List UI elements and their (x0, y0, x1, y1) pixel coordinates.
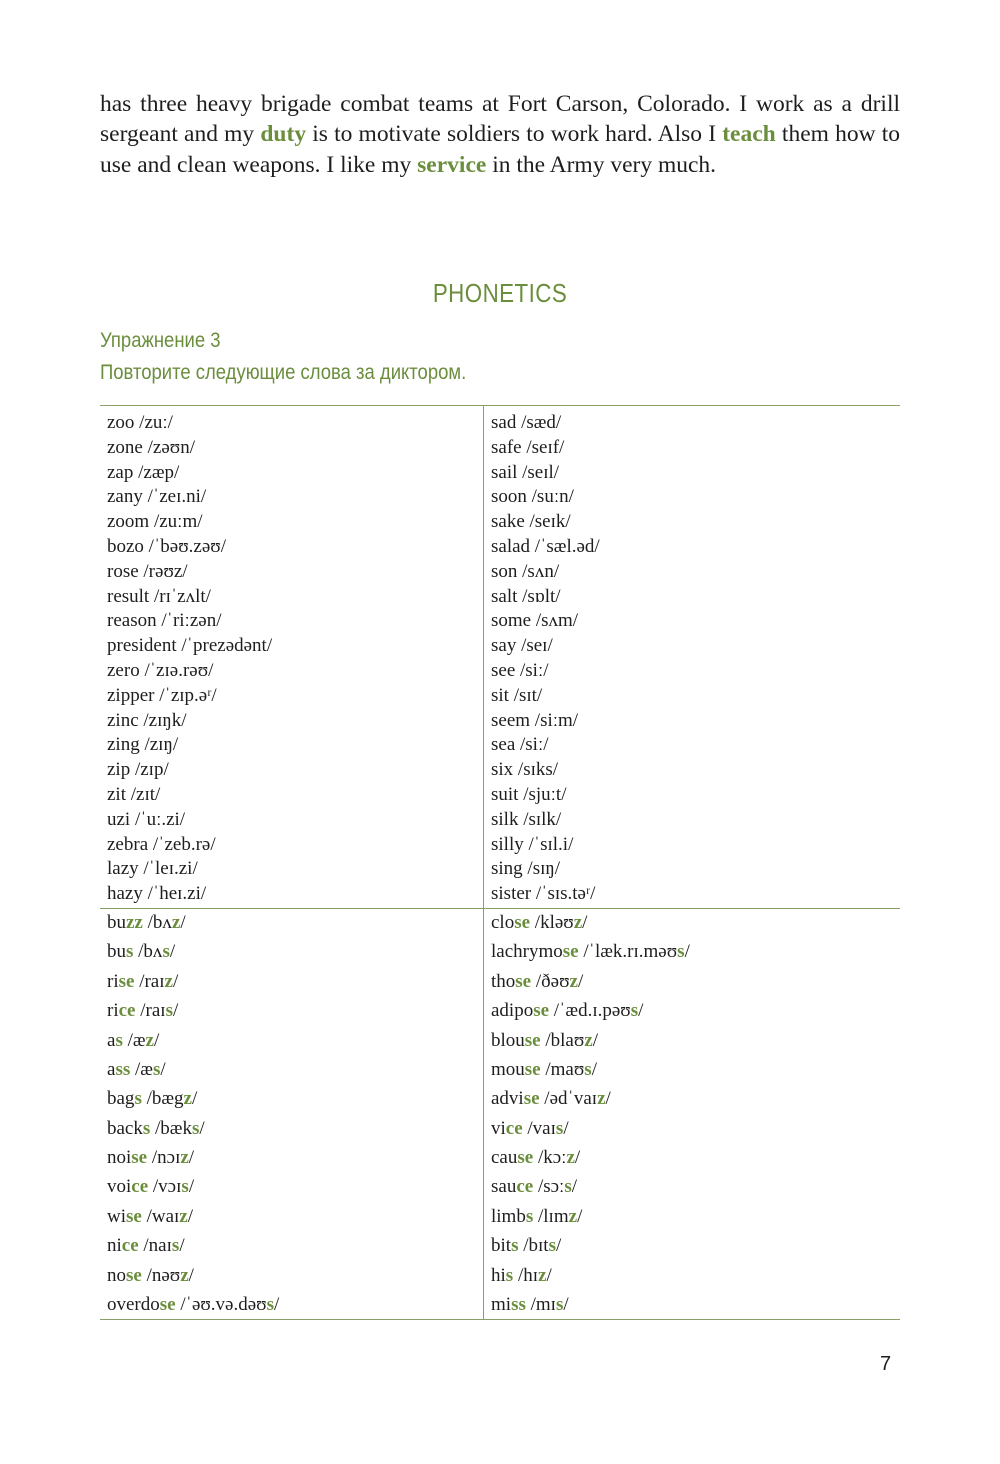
word-segment: voi (107, 1176, 132, 1198)
intro-text-2: is to motivate soldiers to work hard. Also I (306, 121, 723, 148)
highlighted-ending: s (162, 941, 170, 963)
word-segment: /hɪ (513, 1264, 538, 1286)
section-heading: PHONETICS (432, 278, 568, 308)
word-segment: / (684, 941, 690, 963)
highlighted-ending: z (183, 1088, 192, 1110)
word-entry: bozo /ˈbəʊ.zəʊ/ (107, 535, 226, 557)
highlighted-ending: ce (121, 1235, 139, 1257)
word-entry: zip /zɪp/ (107, 759, 169, 781)
highlighted-ending: s (584, 1058, 592, 1080)
word-entry (107, 908, 483, 937)
word-segment: /raɪ (134, 970, 165, 992)
endings-left-column (100, 908, 484, 1319)
keyword-service: service (417, 151, 487, 178)
word-entry: zebra /ˈzeb.rə/ (107, 833, 216, 855)
highlighted-ending: s (134, 1088, 142, 1110)
word-segment: overdo (107, 1294, 160, 1316)
word-entry (491, 1172, 900, 1201)
highlighted-ending: se (562, 941, 579, 963)
highlighted-ending: se (515, 970, 532, 992)
word-entry: zone /zəʊn/ (107, 436, 195, 458)
highlighted-ending: z (597, 1088, 606, 1110)
word-segment: blou (491, 1029, 525, 1051)
word-segment: wi (107, 1205, 126, 1227)
exercise-instruction: Повторите следующие слова за диктором. (100, 361, 467, 384)
word-segment: vi (491, 1117, 506, 1139)
word-entry: president /ˈprezədənt/ (107, 635, 273, 657)
word-segment: / (577, 1205, 583, 1227)
word-entry: zit /zɪt/ (107, 783, 161, 805)
word-entry: lazy /ˈleɪ.zi/ (107, 858, 198, 880)
word-entry (107, 1261, 483, 1290)
highlighted-ending: se (126, 1205, 142, 1227)
word-group-endings (100, 908, 900, 1319)
word-entry: sail /seɪl/ (491, 461, 560, 483)
word-segment: mou (491, 1058, 525, 1080)
group-separator-rule (100, 908, 900, 909)
word-segment: /bʌ (133, 941, 163, 963)
word-segment: /nəʊ (141, 1264, 181, 1286)
highlighted-ending: s (152, 1058, 161, 1080)
highlighted-ending: ce (131, 1176, 149, 1198)
word-segment: bag (107, 1088, 135, 1110)
highlighted-ending: se (118, 970, 135, 992)
word-entry: son /sʌn/ (491, 560, 560, 582)
word-segment: / (605, 1088, 611, 1110)
highlighted-ending: zz (126, 911, 143, 933)
word-segment: bit (491, 1235, 512, 1257)
word-segment: ni (107, 1235, 122, 1257)
keyword-teach: teach (722, 121, 776, 148)
word-segment: / (188, 1147, 195, 1169)
word-segment: noi (107, 1147, 132, 1169)
word-segment: tho (491, 970, 516, 992)
highlighted-ending: se (514, 911, 531, 933)
word-segment: a (107, 1029, 116, 1051)
word-segment: / (563, 1117, 569, 1139)
word-segment: /ˈəʊ.və.dəʊ (175, 1294, 267, 1316)
word-group-z-s (100, 405, 900, 908)
page-number: 7 (880, 1353, 892, 1375)
word-segment: sau (491, 1176, 517, 1198)
word-segment: /vaɪ (522, 1117, 556, 1139)
highlighted-ending: s (630, 1000, 639, 1022)
highlighted-ending: z (538, 1264, 547, 1286)
word-segment: clo (491, 911, 515, 933)
word-entry: sing /sɪŋ/ (491, 858, 561, 880)
z-words-column (100, 405, 484, 908)
word-entry (491, 1143, 900, 1172)
highlighted-ending: z (145, 1029, 154, 1051)
word-segment: /nɔɪ (147, 1147, 181, 1169)
word-segment: / (191, 1088, 198, 1110)
word-segment: /bæk (150, 1117, 192, 1139)
intro-text-4: in the Army very much. (486, 151, 717, 178)
word-entry (491, 1055, 900, 1084)
word-segment: /naɪ (138, 1235, 172, 1257)
highlighted-ending: z (566, 1147, 575, 1169)
word-segment: bu (107, 911, 126, 933)
word-segment: / (199, 1117, 205, 1139)
word-table (100, 405, 900, 1319)
word-entry (491, 996, 900, 1025)
highlighted-ending: z (164, 970, 173, 992)
intro-text-1: has three heavy brigade combat teams at Fort Carson, Colorado. I work as a drill sergeant and my (100, 91, 900, 148)
word-segment: / (571, 1176, 578, 1198)
highlighted-ending: se (524, 1058, 541, 1080)
highlighted-ending: s (165, 1000, 173, 1022)
word-entry (107, 1084, 483, 1113)
word-segment: /æ (130, 1058, 153, 1080)
word-segment: mi (491, 1294, 512, 1316)
word-entry: zero /ˈzɪə.rəʊ/ (107, 659, 214, 681)
word-entry: silly /ˈsɪl.i/ (491, 833, 574, 855)
exercise-title: Упражнение 3 (100, 329, 221, 352)
word-segment: /kɔː (533, 1147, 567, 1169)
word-segment: /ˈæd.ɪ.pəʊ (549, 1000, 631, 1022)
word-entry: six /sɪks/ (491, 759, 559, 781)
word-segment: /raɪ (135, 1000, 166, 1022)
highlighted-ending: s (142, 1117, 151, 1139)
word-entry (491, 1231, 900, 1260)
highlighted-ending: ce (516, 1176, 534, 1198)
highlighted-ending: se (517, 1147, 534, 1169)
highlighted-ending: se (533, 1000, 550, 1022)
word-entry (107, 1026, 483, 1055)
word-segment: /mɪ (525, 1294, 556, 1316)
word-entry: zap /zæp/ (107, 461, 180, 483)
highlighted-ending: s (564, 1176, 572, 1198)
word-entry: suit /sjuːt/ (491, 783, 567, 805)
word-segment: /lɪm (533, 1205, 569, 1227)
word-segment: / (638, 1000, 644, 1022)
word-segment: / (591, 1058, 597, 1080)
endings-right-column (484, 908, 901, 1319)
word-entry (491, 1026, 900, 1055)
word-segment: /bæg (141, 1088, 184, 1110)
word-segment: hi (491, 1264, 506, 1286)
word-entry: zinc /zɪŋk/ (107, 709, 187, 731)
word-entry: sit /sɪt/ (491, 684, 543, 706)
word-segment: /ˈlæk.rɪ.məʊ (578, 941, 678, 963)
word-segment: /bɪt (518, 1235, 549, 1257)
word-entry: zing /zɪŋ/ (107, 734, 179, 756)
highlighted-ending: z (573, 911, 583, 933)
word-segment: /ədˈvaɪ (539, 1088, 598, 1110)
word-segment: back (107, 1117, 143, 1139)
word-segment: adipo (491, 1000, 534, 1022)
word-entry: safe /seɪf/ (491, 436, 565, 458)
word-entry: silk /sɪlk/ (491, 808, 562, 830)
highlighted-ending: se (523, 1088, 540, 1110)
word-segment: / (169, 941, 176, 963)
word-entry (491, 937, 900, 966)
highlighted-ending: ce (118, 1000, 136, 1022)
word-segment: / (188, 1264, 194, 1286)
highlighted-ending: s (525, 1205, 534, 1227)
highlighted-ending: z (179, 1205, 188, 1227)
word-entry (107, 996, 483, 1025)
word-entry: seem /siːm/ (491, 709, 579, 731)
word-entry (491, 967, 900, 996)
intro-paragraph (100, 89, 900, 180)
word-segment: a (107, 1058, 116, 1080)
highlighted-ending: ss (511, 1294, 526, 1316)
word-segment: /æ (122, 1029, 146, 1051)
word-segment: lachrymo (491, 941, 563, 963)
word-segment: /blaʊ (540, 1029, 585, 1051)
word-segment: / (172, 970, 179, 992)
highlighted-ending: se (159, 1294, 176, 1316)
word-entry (491, 1202, 900, 1231)
word-entry (107, 1202, 483, 1231)
word-entry (491, 908, 900, 937)
word-segment: /kləʊ (530, 911, 574, 933)
word-entry (107, 1231, 483, 1260)
word-entry: zipper /ˈzɪp.əʳ/ (107, 684, 217, 706)
keyword-duty: duty (260, 121, 307, 148)
word-entry (107, 1290, 483, 1319)
highlighted-ending: z (180, 1264, 189, 1286)
word-segment: / (274, 1294, 280, 1316)
word-segment: cau (491, 1147, 518, 1169)
highlighted-ending: s (191, 1117, 200, 1139)
word-entry: soon /suːn/ (491, 486, 574, 508)
highlighted-ending: z (171, 911, 181, 933)
word-entry: sea /siː/ (491, 734, 549, 756)
word-segment: / (574, 1147, 581, 1169)
highlighted-ending: s (126, 941, 134, 963)
word-entry (107, 1172, 483, 1201)
highlighted-ending: z (568, 1205, 578, 1227)
highlighted-ending: z (569, 970, 578, 992)
word-entry: some /sʌm/ (491, 610, 579, 632)
word-segment: / (179, 1235, 185, 1257)
word-entry (107, 1055, 483, 1084)
highlighted-ending: s (181, 1176, 189, 1198)
word-entry: hazy /ˈheɪ.zi/ (107, 883, 207, 905)
word-segment: bu (107, 941, 126, 963)
word-segment: ri (107, 970, 119, 992)
highlighted-ending: s (505, 1264, 514, 1286)
highlighted-ending: s (115, 1029, 123, 1051)
word-segment: ri (107, 1000, 119, 1022)
word-entry (107, 937, 483, 966)
word-entry: say /seɪ/ (491, 635, 553, 657)
highlighted-ending: se (126, 1264, 142, 1286)
word-segment: / (555, 1235, 562, 1257)
word-segment: /bʌ (142, 911, 172, 933)
word-entry (491, 1290, 900, 1319)
word-segment: / (188, 1176, 195, 1198)
word-segment: / (546, 1264, 552, 1286)
highlighted-ending: s (555, 1117, 564, 1139)
word-entry (107, 1114, 483, 1143)
word-segment: / (180, 911, 186, 933)
word-segment: / (172, 1000, 179, 1022)
table-bottom-rule (100, 1319, 900, 1320)
word-entry: zoo /zuː/ (107, 412, 173, 433)
word-entry: see /siː/ (491, 659, 549, 681)
word-entry: reason /ˈriːzən/ (107, 610, 222, 632)
word-segment: /ðəʊ (531, 970, 570, 992)
highlighted-ending: s (266, 1294, 275, 1316)
word-segment: /sɔː (533, 1176, 565, 1198)
highlighted-ending: z (584, 1029, 593, 1051)
word-entry (107, 967, 483, 996)
word-entry: rose /rəʊz/ (107, 560, 188, 582)
word-entry (491, 1114, 900, 1143)
intro-text-3: them how to use and clean weapons. I like my (100, 121, 901, 178)
word-entry: uzi /ˈuː.zi/ (107, 808, 186, 830)
word-segment: / (577, 970, 584, 992)
word-segment: no (107, 1264, 126, 1286)
word-entry: salt /sɒlt/ (491, 585, 561, 607)
s-words-column (484, 405, 901, 908)
word-segment: advi (491, 1088, 524, 1110)
word-segment: /maʊ (540, 1058, 585, 1080)
highlighted-ending: s (511, 1235, 519, 1257)
word-entry: sister /ˈsɪs.təʳ/ (491, 883, 596, 905)
highlighted-ending: se (524, 1029, 541, 1051)
highlighted-ending: ce (505, 1117, 523, 1139)
highlighted-ending: se (131, 1147, 148, 1169)
word-segment: / (187, 1205, 194, 1227)
word-entry (491, 1084, 900, 1113)
highlighted-ending: s (548, 1235, 556, 1257)
word-entry (107, 1143, 483, 1172)
word-entry: sad /sæd/ (491, 412, 562, 433)
word-segment: / (563, 1294, 569, 1316)
word-segment: / (153, 1029, 160, 1051)
highlighted-ending: z (180, 1147, 189, 1169)
word-segment: / (592, 1029, 598, 1051)
word-entry: zoom /zuːm/ (107, 511, 203, 533)
word-entry (491, 1261, 900, 1290)
word-entry: result /rɪˈzʌlt/ (107, 585, 211, 607)
highlighted-ending: s (555, 1294, 564, 1316)
highlighted-ending: s (677, 941, 685, 963)
word-entry: zany /ˈzeɪ.ni/ (107, 486, 207, 508)
highlighted-ending: ss (115, 1058, 131, 1080)
word-entry: salad /ˈsæl.əd/ (491, 535, 600, 557)
word-segment: / (582, 911, 588, 933)
word-segment: / (160, 1058, 166, 1080)
word-segment: /vɔɪ (148, 1176, 182, 1198)
word-entry: sake /seɪk/ (491, 511, 571, 533)
word-segment: /waɪ (141, 1205, 180, 1227)
highlighted-ending: s (171, 1235, 180, 1257)
word-segment: limb (491, 1205, 526, 1227)
